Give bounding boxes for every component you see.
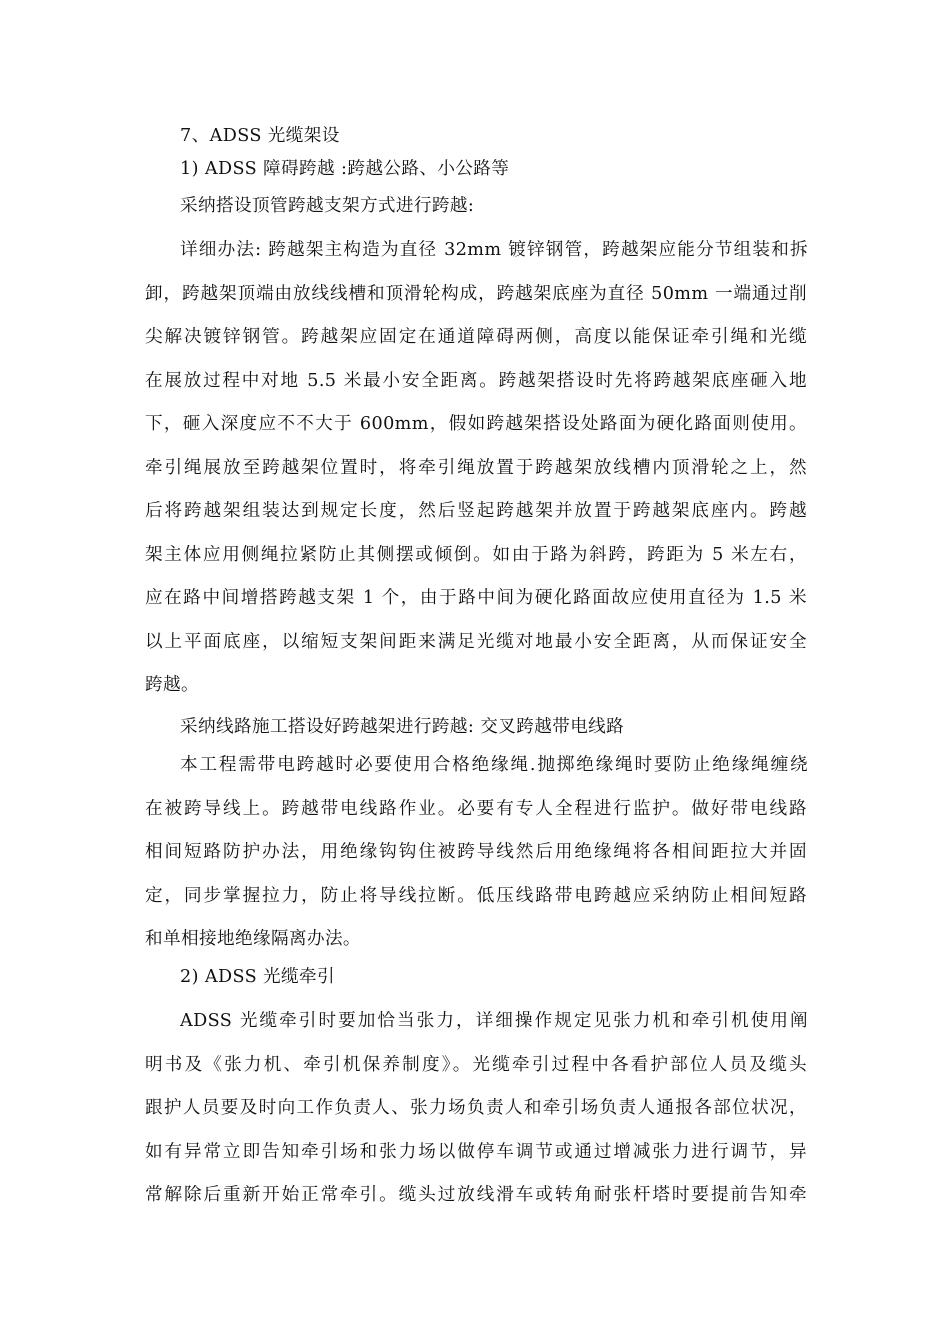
paragraph-line: 架主体应用侧绳拉紧防止其侧摆或倾倒。如由于路为斜跨，跨距为 5 米左右， xyxy=(145,545,807,565)
paragraph-line: 明书及《张力机、牵引机保养制度》。光缆牵引过程中各看护部位人员及缆头 xyxy=(145,1055,807,1075)
paragraph-line: 卸，跨越架顶端由放线线槽和顶滑轮构成，跨越架底座为直径 50mm 一端通过削 xyxy=(145,284,807,304)
paragraph-line: 跨越。 xyxy=(145,675,199,695)
paragraph-line: 牵引绳展放至跨越架位置时，将牵引绳放置于跨越架放线槽内顶滑轮之上，然 xyxy=(145,458,807,478)
method-line: 采纳线路施工搭设好跨越架进行跨越: 交叉跨越带电线路 xyxy=(180,717,625,737)
paragraph-line: 在展放过程中对地 5.5 米最小安全距离。跨越架搭设时先将跨越架底座砸入地 xyxy=(145,371,807,391)
section-title: 7、ADSS 光缆架设 xyxy=(180,126,340,146)
subsection-heading: 1) ADSS 障碍跨越 :跨越公路、小公路等 xyxy=(180,159,510,179)
paragraph-line: 相间短路防护办法，用绝缘钩钩住被跨导线然后用绝缘绳将各相间距拉大并固 xyxy=(145,842,807,862)
paragraph-line: 在被跨导线上。跨越带电线路作业。必要有专人全程进行监护。做好带电线路 xyxy=(145,799,807,819)
paragraph-line: 和单相接地绝缘隔离办法。 xyxy=(145,929,361,949)
paragraph-line: 常解除后重新开始正常牵引。缆头过放线滑车或转角耐张杆塔时要提前告知牵 xyxy=(145,1185,807,1205)
paragraph-line: 尖解决镀锌钢管。跨越架应固定在通道障碍两侧，高度以能保证牵引绳和光缆 xyxy=(145,327,807,347)
paragraph-line: 后将跨越架组装达到规定长度，然后竖起跨越架并放置于跨越架底座内。跨越 xyxy=(145,501,807,521)
paragraph-line: 如有异常立即告知牵引场和张力场以做停车调节或通过增减张力进行调节，异 xyxy=(145,1142,807,1162)
method-line: 采纳搭设顶管跨越支架方式进行跨越: xyxy=(180,196,475,216)
paragraph-line: 跟护人员要及时向工作负责人、张力场负责人和牵引场负责人通报各部位状况， xyxy=(145,1098,807,1118)
paragraph-line: 详细办法: 跨越架主构造为直径 32mm 镀锌钢管，跨越架应能分节组装和拆 xyxy=(180,240,808,260)
paragraph-line: 本工程需带电跨越时必要使用合格绝缘绳.抛掷绝缘绳时要防止绝缘绳缠绕 xyxy=(180,755,808,775)
paragraph-line: ADSS 光缆牵引时要加恰当张力，详细操作规定见张力机和牵引机使用阐 xyxy=(180,1011,808,1031)
paragraph-line: 以上平面底座，以缩短支架间距来满足光缆对地最小安全距离，从而保证安全 xyxy=(145,632,807,652)
paragraph-line: 下，砸入深度应不不大于 600mm，假如跨越架搭设处路面为硬化路面则使用。 xyxy=(145,414,807,434)
subsection-heading: 2) ADSS 光缆牵引 xyxy=(180,967,336,987)
paragraph-line: 定，同步掌握拉力，防止将导线拉断。低压线路带电跨越应采纳防止相间短路 xyxy=(145,886,807,906)
paragraph-line: 应在路中间增搭跨越支架 1 个，由于路中间为硬化路面故应使用直径为 1.5 米 xyxy=(145,588,807,608)
